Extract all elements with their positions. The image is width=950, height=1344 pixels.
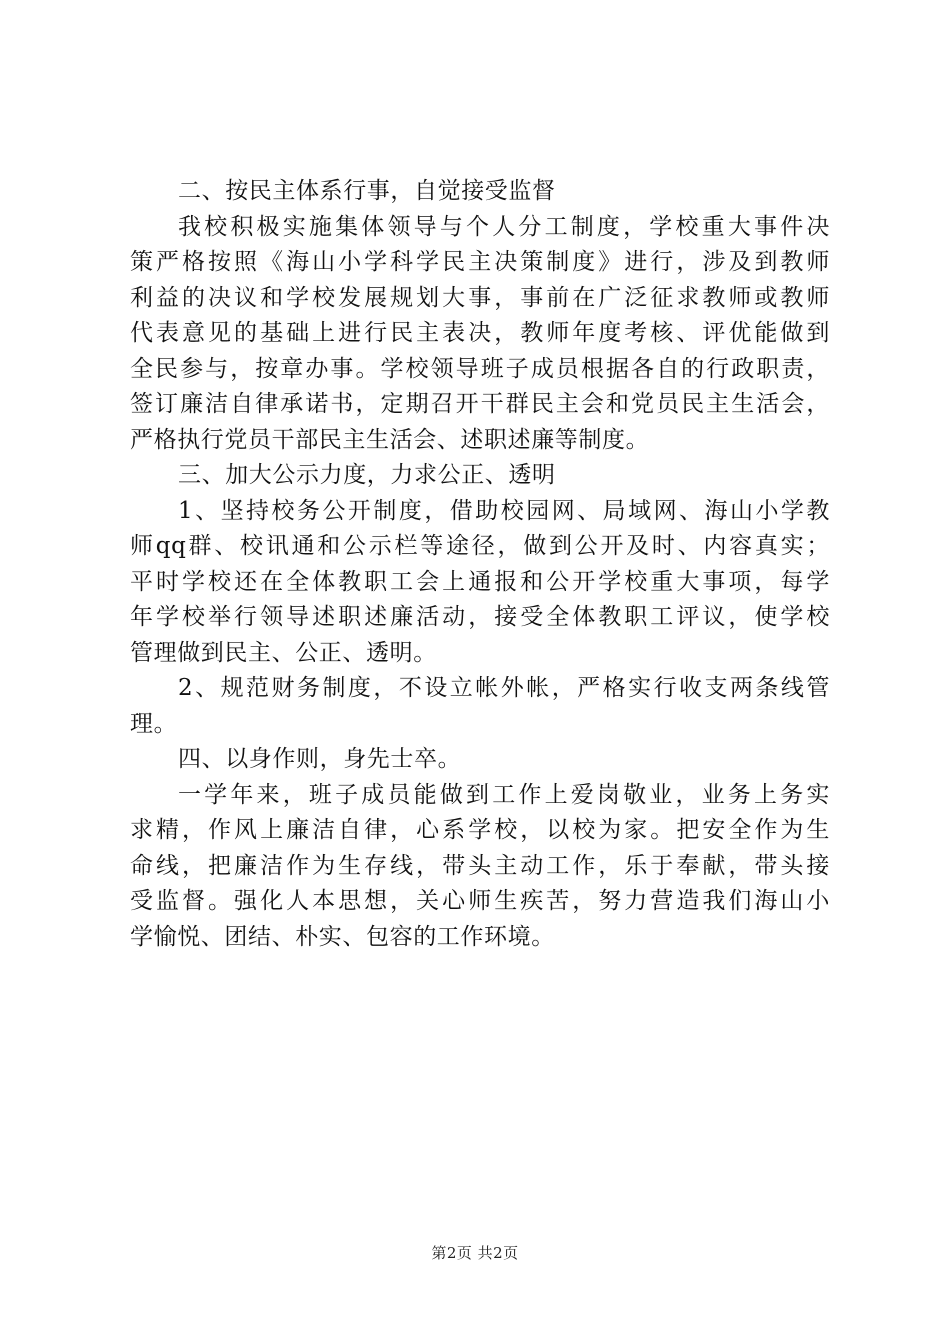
paragraph-line: 我校积极实施集体领导与个人分工制度，学校重大事件决 (178, 213, 830, 240)
paragraph-line: 求精，作风上廉洁自律，心系学校，以校为家。把安全作为生 (130, 817, 830, 843)
paragraph-line: 严格执行党员干部民主生活会、述职述廉等制度。 (130, 426, 650, 453)
paragraph-line: 年学校举行领导述职述廉活动，接受全体教职工评议，使学校 (130, 604, 830, 630)
section-heading: 三、加大公示力度，力求公正、透明 (178, 462, 556, 488)
paragraph-line: 受监督。强化人本思想，关心师生疾苦，努力营造我们海山小 (130, 888, 830, 914)
paragraph-line: 平时学校还在全体教职工会上通报和公开学校重大事项，每学 (130, 568, 830, 595)
paragraph-line: 命线，把廉洁作为生存线，带头主动工作，乐于奉献，带头接 (130, 852, 830, 879)
paragraph-line: 代表意见的基础上进行民主表决，教师年度考核、评优能做到 (130, 320, 830, 346)
section-heading: 四、以身作则，身先士卒。 (178, 746, 462, 772)
paragraph-line: 师qq群、校讯通和公示栏等途径，做到公开及时、内容真实； (130, 533, 830, 559)
page-number-footer: 第2页 共2页 (431, 1244, 519, 1262)
paragraph-line: 1、坚持校务公开制度，借助校园网、局域网、海山小学教 (178, 497, 830, 524)
paragraph-line: 学愉悦、团结、朴实、包容的工作环境。 (130, 923, 555, 950)
paragraph-line: 签订廉洁自律承诺书，定期召开干群民主会和党员民主生活会， (130, 391, 830, 417)
paragraph-line: 一学年来，班子成员能做到工作上爱岗敬业，业务上务实 (178, 781, 830, 808)
document-body (130, 174, 830, 955)
paragraph-line: 2、规范财务制度，不设立帐外帐，严格实行收支两条线管 (178, 675, 830, 701)
section-heading: 二、按民主体系行事，自觉接受监督 (178, 178, 556, 204)
paragraph-line: 利益的决议和学校发展规划大事，事前在广泛征求教师或教师 (130, 284, 830, 311)
paragraph-line: 管理做到民主、公正、透明。 (130, 639, 437, 666)
paragraph-line: 理。 (130, 710, 178, 737)
paragraph-line: 全民参与，按章办事。学校领导班子成员根据各自的行政职责， (130, 355, 830, 382)
paragraph-line: 策严格按照《海山小学科学民主决策制度》进行，涉及到教师 (130, 249, 830, 275)
